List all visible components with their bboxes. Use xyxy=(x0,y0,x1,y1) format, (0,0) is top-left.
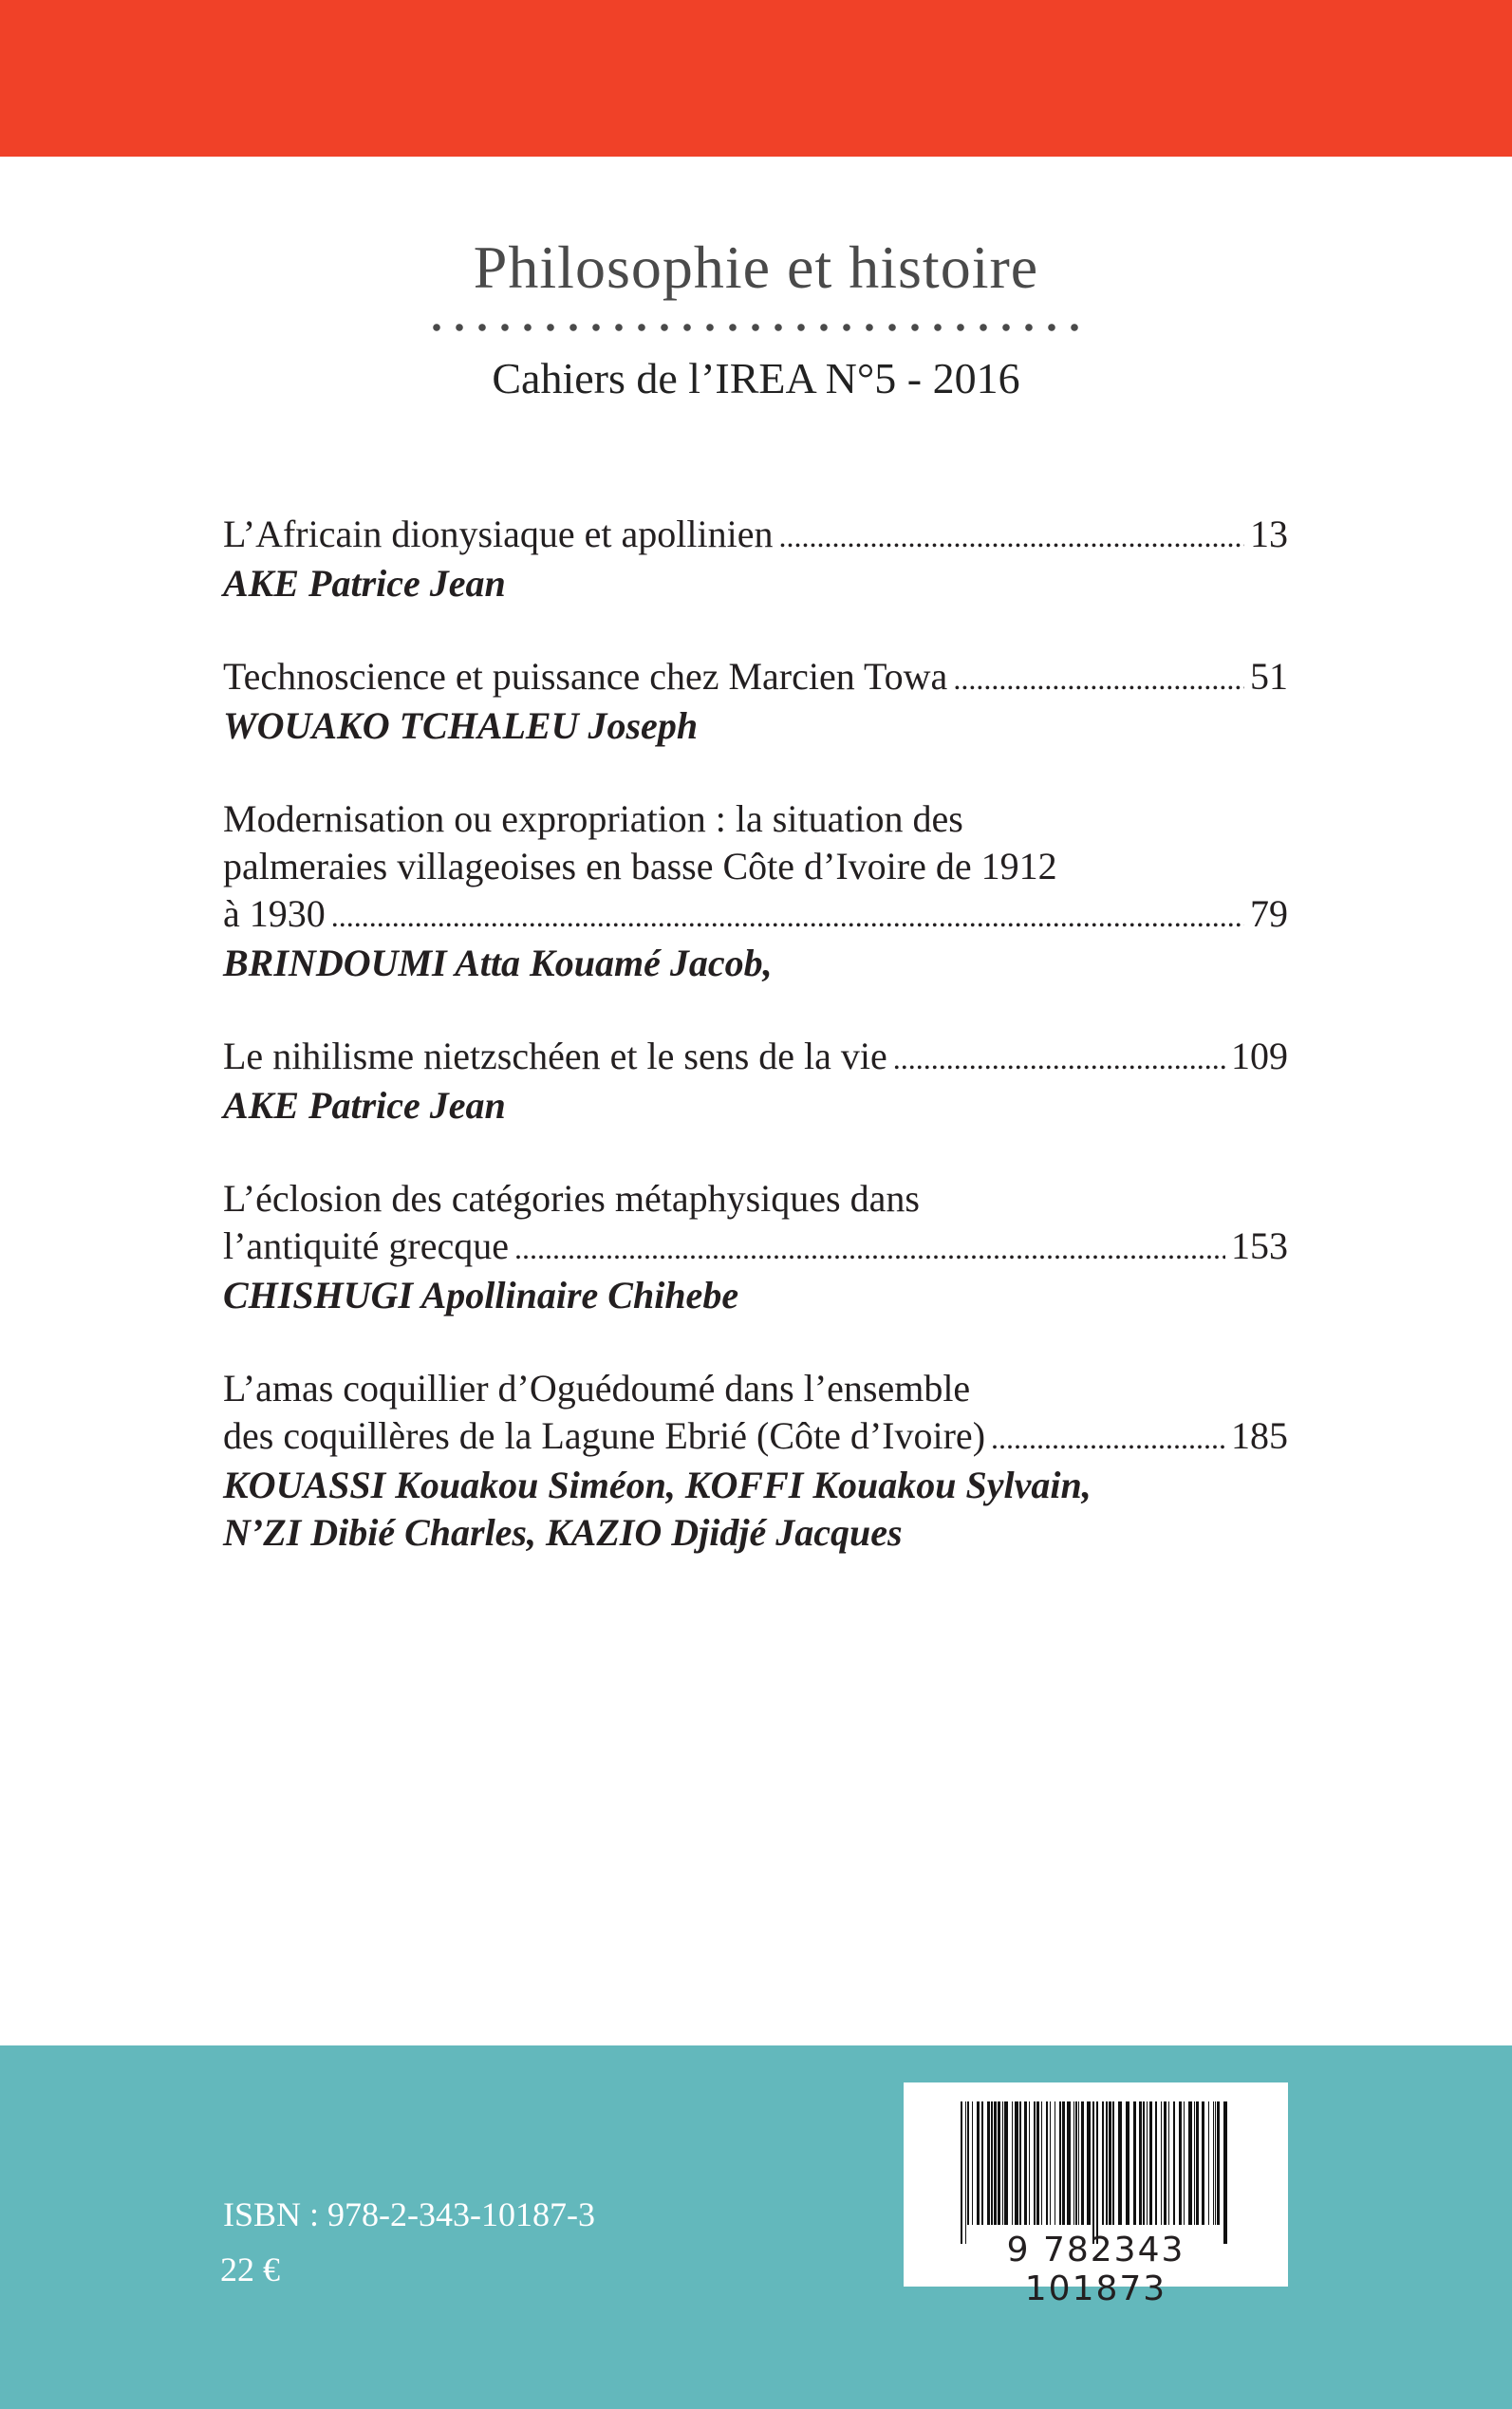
barcode-bar xyxy=(1143,2101,1145,2225)
barcode-bar xyxy=(1173,2101,1175,2225)
dot-leader xyxy=(778,511,1244,560)
barcode-bar xyxy=(1041,2101,1042,2225)
barcode-bar xyxy=(1075,2101,1077,2225)
toc-title: L’éclosion des catégories métaphysiques dans xyxy=(223,1177,920,1220)
toc-title: Le nihilisme nietzschéen et le sens de la vie xyxy=(223,1035,887,1077)
barcode-bar xyxy=(1155,2101,1157,2225)
toc-entry xyxy=(223,1033,1288,1130)
dotted-divider xyxy=(425,323,1088,332)
barcode-bar xyxy=(1096,2101,1098,2244)
barcode-bar xyxy=(1024,2101,1027,2225)
barcode-bar xyxy=(1215,2101,1216,2225)
barcode-digits: 9 782343 101873 xyxy=(932,2231,1260,2308)
book-subtitle: Cahiers de l’IREA N°5 - 2016 xyxy=(492,354,1020,402)
toc-title: des coquillères de la Lagune Ebrié (Côte d’Ivoire) xyxy=(223,1414,986,1457)
toc-title: palmeraies villageoises en basse Côte d’Ivoire de 1912 xyxy=(223,845,1057,887)
barcode-bar xyxy=(1147,2101,1148,2225)
toc-entry xyxy=(223,1175,1288,1319)
toc-page-number: 109 xyxy=(1231,1035,1288,1077)
barcode-bar xyxy=(1059,2101,1061,2225)
barcode-bar xyxy=(987,2101,990,2225)
toc-author: AKE Patrice Jean xyxy=(223,1084,506,1127)
toc-author: BRINDOUMI Atta Kouamé Jacob, xyxy=(223,942,773,984)
barcode-bar xyxy=(1092,2101,1094,2244)
toc-title-line xyxy=(223,1223,1288,1272)
dot-leader xyxy=(991,1412,1225,1462)
barcode-bar xyxy=(1029,2101,1030,2225)
barcode-bar xyxy=(1073,2101,1074,2225)
toc-title-line xyxy=(223,511,1288,560)
barcode-bar xyxy=(1161,2101,1162,2225)
barcode-bar xyxy=(1062,2101,1065,2225)
toc-entry xyxy=(223,1365,1288,1557)
toc-title: Technoscience et puissance chez Marcien Towa xyxy=(223,655,948,698)
toc-author: N’ZI Dibié Charles, KAZIO Djidjé Jacques xyxy=(223,1511,903,1554)
barcode-bar xyxy=(1126,2101,1129,2225)
barcode-bar xyxy=(1213,2101,1214,2225)
barcode-bar xyxy=(1133,2101,1136,2225)
toc-page-number: 13 xyxy=(1250,513,1288,555)
toc-title: à 1930 xyxy=(223,892,326,935)
toc-title-line xyxy=(223,1033,1288,1082)
barcode-bar xyxy=(1202,2101,1204,2225)
toc-title-line xyxy=(223,843,1288,890)
toc-author: WOUAKO TCHALEU Joseph xyxy=(223,704,699,747)
toc-page-number: 51 xyxy=(1250,655,1288,698)
barcode-bar xyxy=(1208,2101,1209,2225)
barcode-bar xyxy=(1106,2101,1108,2225)
barcode-bar xyxy=(981,2101,983,2225)
toc-title-line xyxy=(223,795,1288,843)
barcode-bar xyxy=(1046,2101,1048,2225)
barcode-bar xyxy=(994,2101,997,2225)
toc-entry xyxy=(223,653,1288,750)
barcode-bar xyxy=(1081,2101,1084,2225)
barcode-bar xyxy=(991,2101,993,2225)
toc-page-number: 185 xyxy=(1231,1414,1288,1457)
toc-title: Modernisation ou expropriation : la situation des xyxy=(223,797,963,840)
barcode-bar xyxy=(1004,2101,1008,2225)
toc-title: L’amas coquillier d’Oguédoumé dans l’ensemble xyxy=(223,1367,971,1410)
barcode-bar xyxy=(1034,2101,1036,2225)
barcode-bar xyxy=(1223,2101,1227,2244)
toc-title-line xyxy=(223,653,1288,702)
toc-entry xyxy=(223,795,1288,987)
toc-title-line xyxy=(223,1412,1288,1462)
barcode-bar xyxy=(1036,2101,1039,2225)
barcode-bar xyxy=(1194,2101,1195,2225)
barcode-bar xyxy=(998,2101,1000,2225)
top-color-band xyxy=(0,0,1512,157)
barcode-bar xyxy=(1168,2101,1169,2225)
toc-page-number: 153 xyxy=(1231,1224,1288,1267)
barcode-bar xyxy=(1217,2101,1220,2225)
barcode-bar xyxy=(977,2101,980,2225)
barcode-bars xyxy=(961,2101,1231,2244)
barcode-bar xyxy=(1078,2101,1079,2225)
toc-page-number: 79 xyxy=(1250,892,1288,935)
toc-author: KOUASSI Kouakou Siméon, KOFFI Kouakou Sylvain, xyxy=(223,1464,1092,1506)
price: 22 € xyxy=(220,2250,280,2288)
barcode-bar xyxy=(1139,2101,1142,2225)
barcode-bar xyxy=(1067,2101,1071,2225)
barcode-bar xyxy=(972,2101,973,2225)
isbn: ISBN : 978-2-343-10187-3 xyxy=(223,2195,595,2233)
barcode-bar xyxy=(967,2101,969,2225)
toc-title-line xyxy=(223,890,1288,940)
barcode-bar xyxy=(1196,2101,1199,2225)
barcode-bar xyxy=(1184,2101,1185,2225)
toc-title-line xyxy=(223,1365,1288,1412)
barcode-bar xyxy=(1002,2101,1003,2225)
book-title: Philosophie et histoire xyxy=(473,233,1039,301)
toc-title-line xyxy=(223,1175,1288,1223)
toc-entry xyxy=(223,511,1288,607)
dot-leader xyxy=(331,890,1244,940)
barcode xyxy=(904,2082,1288,2308)
dot-leader xyxy=(893,1033,1225,1082)
barcode-bar xyxy=(965,2101,966,2244)
barcode-bar xyxy=(1019,2101,1021,2225)
barcode-bar xyxy=(1118,2101,1122,2225)
barcode-bar xyxy=(1015,2101,1018,2225)
barcode-bar xyxy=(1149,2101,1152,2225)
barcode-bar xyxy=(1112,2101,1114,2225)
barcode-bar xyxy=(1050,2101,1051,2225)
dot-leader xyxy=(953,653,1244,702)
barcode-bar xyxy=(1109,2101,1111,2225)
barcode-bar xyxy=(1179,2101,1182,2225)
barcode-bar xyxy=(1012,2101,1013,2225)
toc-title: L’Africain dionysiaque et apollinien xyxy=(223,513,774,555)
barcode-bar xyxy=(961,2101,962,2244)
barcode-bar xyxy=(1102,2101,1104,2225)
dot-leader xyxy=(514,1223,1225,1272)
barcode-bar xyxy=(1164,2101,1167,2225)
toc-author: CHISHUGI Apollinaire Chihebe xyxy=(223,1274,739,1317)
barcode-bar xyxy=(1188,2101,1192,2225)
toc-author: AKE Patrice Jean xyxy=(223,562,506,605)
barcode-bar xyxy=(1087,2101,1091,2225)
toc-title: l’antiquité grecque xyxy=(223,1224,509,1267)
